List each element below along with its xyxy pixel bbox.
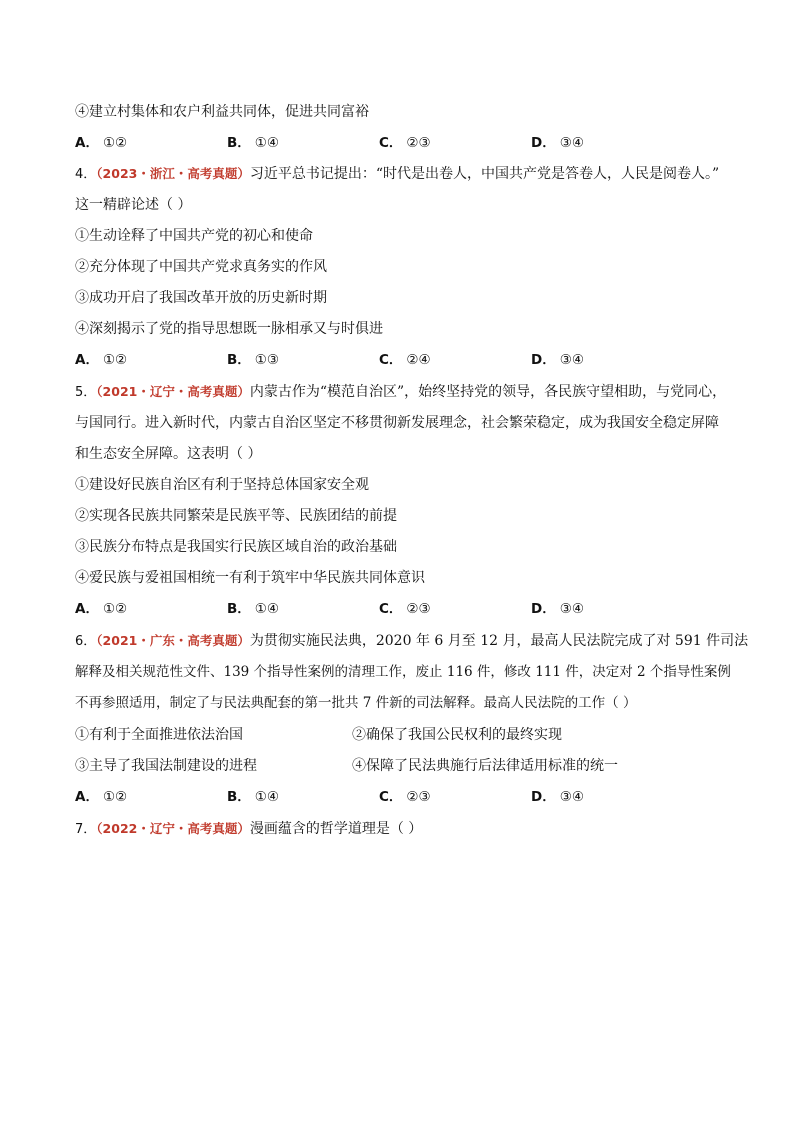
statement: ④爱民族与爱祖国相统一有利于筑牢中华民族共同体意识 xyxy=(75,570,425,586)
options-row xyxy=(75,350,754,370)
option-b: B． ①④ xyxy=(227,135,280,151)
source-tag: （2021・辽宁・高考真题） xyxy=(96,384,250,399)
option-c: C． ②④ xyxy=(379,352,431,368)
option-a: A． ①② xyxy=(75,352,128,368)
statement: ③主导了我国法制建设的进程 xyxy=(75,758,257,774)
question-4-stem: 4．（2023・浙江・高考真题）习近平总书记提出：“时代是出卷人，中国共产党是答卷人，人民是阅卷人。” xyxy=(75,166,720,182)
question-5-stem-cont: 和生态安全屏障。这表明（ ） xyxy=(75,446,262,462)
question-6-stem-cont: 不再参照适用，制定了与民法典配套的第一批共 7 件新的司法解释。最高人民法院的工作（ ） xyxy=(75,695,637,711)
statement: ④保障了民法典施行后法律适用标准的统一 xyxy=(352,758,618,774)
options-row xyxy=(75,599,754,619)
source-tag: （2023・浙江・高考真题） xyxy=(96,166,250,181)
options-row xyxy=(75,133,754,153)
statement-pair xyxy=(75,756,754,776)
statement: ①有利于全面推进依法治国 xyxy=(75,727,243,743)
question-6-stem-cont: 解释及相关规范性文件、139 个指导性案例的清理工作，废止 116 件，修改 111 件，决定对 2 个指导性案例 xyxy=(75,664,731,680)
statement: ②充分体现了中国共产党求真务实的作风 xyxy=(75,259,327,275)
source-tag: （2022・辽宁・高考真题） xyxy=(96,821,250,836)
statement: ④深刻揭示了党的指导思想既一脉相承又与时俱进 xyxy=(75,321,383,337)
statement-pair xyxy=(75,725,754,745)
option-a: A． ①② xyxy=(75,789,128,805)
option-d: D． ③④ xyxy=(531,135,584,151)
option-c: C． ②③ xyxy=(379,601,431,617)
statement: ②实现各民族共同繁荣是民族平等、民族团结的前提 xyxy=(75,508,397,524)
option-a: A． ①② xyxy=(75,135,128,151)
statement: ②确保了我国公民权利的最终实现 xyxy=(352,727,562,743)
statement-4: ④建立村集体和农户利益共同体，促进共同富裕 xyxy=(75,104,369,120)
option-b: B． ①④ xyxy=(227,601,280,617)
options-row xyxy=(75,787,754,807)
option-d: D． ③④ xyxy=(531,601,584,617)
option-b: B． ①④ xyxy=(227,789,280,805)
question-4-stem-cont: 这一精辟论述（ ） xyxy=(75,197,192,213)
question-6-stem: 6．（2021・广东・高考真题）为贯彻实施民法典，2020 年 6 月至 12 月，最高人民法院完成了对 591 件司法 xyxy=(75,633,749,649)
statement: ①建设好民族自治区有利于坚持总体国家安全观 xyxy=(75,477,369,493)
statement: ③民族分布特点是我国实行民族区域自治的政治基础 xyxy=(75,539,397,555)
statement: ③成功开启了我国改革开放的历史新时期 xyxy=(75,290,327,306)
option-a: A． ①② xyxy=(75,601,128,617)
option-c: C． ②③ xyxy=(379,789,431,805)
statement: ①生动诠释了中国共产党的初心和使命 xyxy=(75,228,313,244)
question-5-stem-cont: 与国同行。进入新时代，内蒙古自治区坚定不移贯彻新发展理念，社会繁荣稳定，成为我国安全稳定屏障 xyxy=(75,415,719,431)
option-b: B． ①③ xyxy=(227,352,280,368)
question-5-stem: 5．（2021・辽宁・高考真题）内蒙古作为“模范自治区”，始终坚持党的领导，各民族守望相助，与党同心， xyxy=(75,384,727,400)
option-d: D． ③④ xyxy=(531,789,584,805)
source-tag: （2021・广东・高考真题） xyxy=(96,633,250,648)
question-7-stem: 7．（2022・辽宁・高考真题）漫画蕴含的哲学道理是（ ） xyxy=(75,821,423,837)
option-d: D． ③④ xyxy=(531,352,584,368)
option-c: C． ②③ xyxy=(379,135,431,151)
